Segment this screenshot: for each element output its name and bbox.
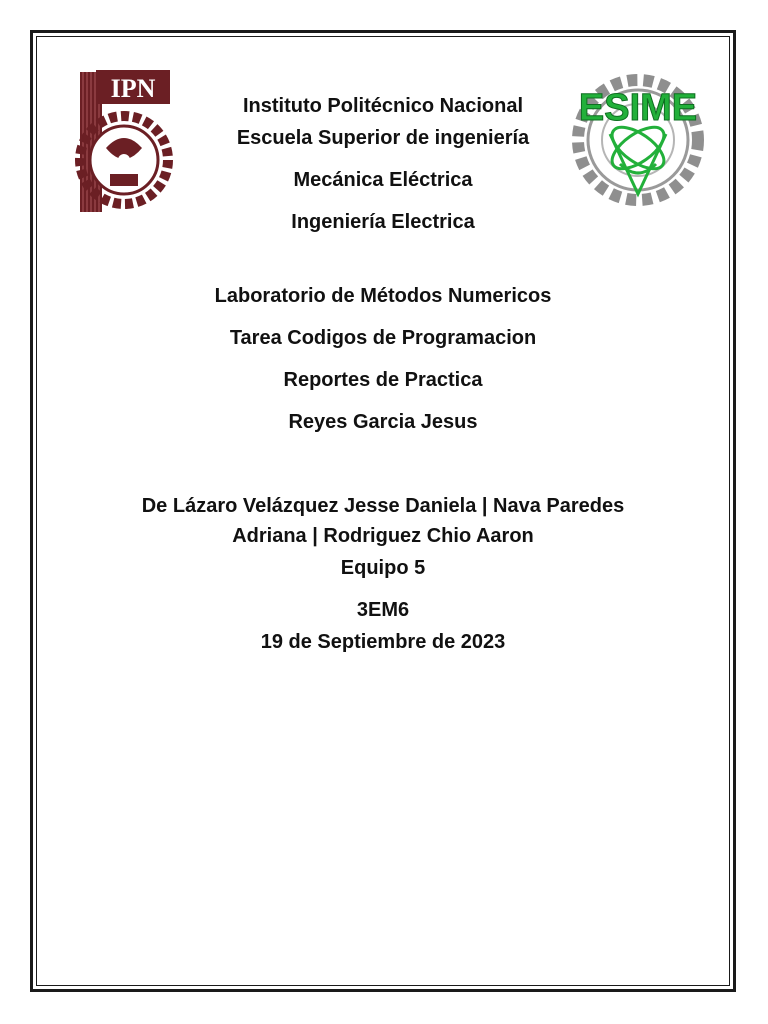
team-name: Equipo 5	[340, 557, 426, 579]
institution-name: Instituto Politécnico Nacional	[242, 95, 524, 117]
report-title: Reportes de Practica	[283, 369, 483, 391]
esime-logo-text: ESIME	[578, 87, 698, 129]
group-code: 3EM6	[356, 599, 410, 621]
school-name: Escuela Superior de ingeniería	[236, 127, 530, 149]
ipn-logo-text: IPN	[110, 74, 156, 103]
members-line-1: De Lázaro Velázquez Jesse Daniela | Nava Paredes	[141, 495, 625, 517]
teacher-name: Reyes Garcia Jesus	[288, 411, 478, 433]
area-name: Mecánica Eléctrica	[293, 169, 473, 191]
career-name: Ingeniería Electrica	[291, 211, 475, 233]
date: 19 de Septiembre de 2023	[260, 631, 506, 653]
members-line-2: Adriana | Rodriguez Chio Aaron	[232, 525, 534, 547]
lab-name: Laboratorio de Métodos Numericos	[214, 285, 552, 307]
task-title: Tarea Codigos de Programacion	[229, 327, 537, 349]
